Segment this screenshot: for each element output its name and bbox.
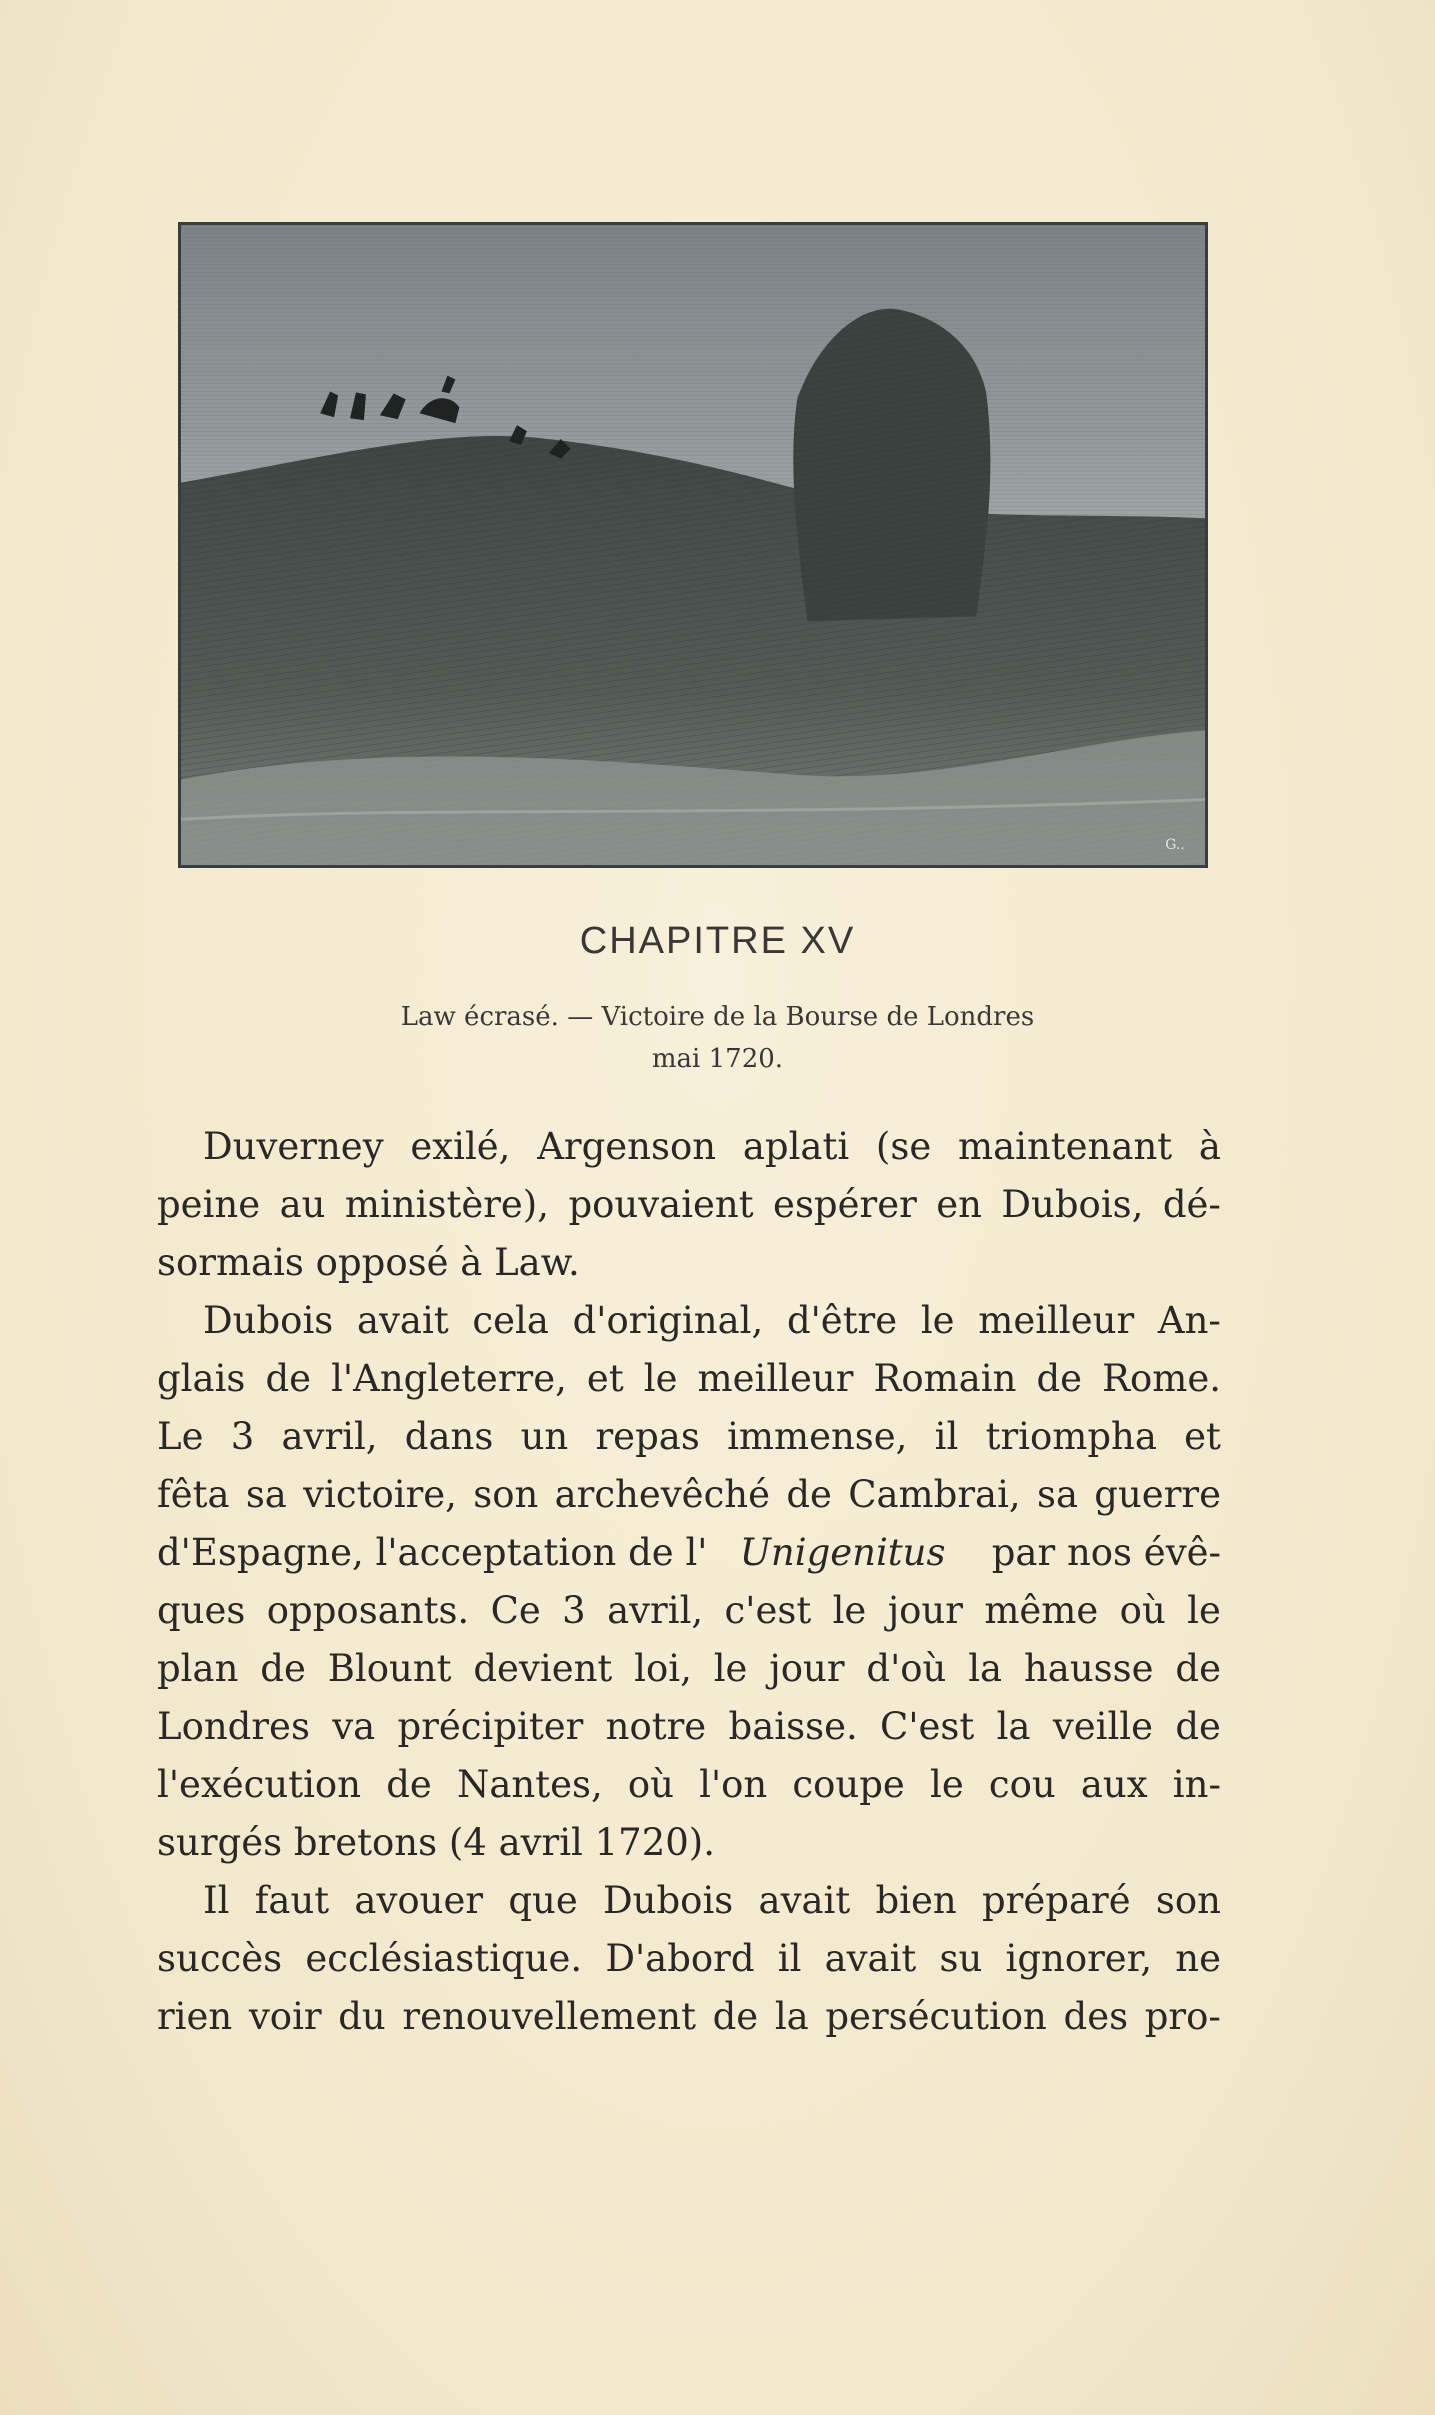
chapter-subtitle: Law écrasé. — Victoire de la Bourse de Londres <box>400 1002 1035 1032</box>
word: avait <box>356 1299 449 1342</box>
paragraph-line <box>157 1988 1221 2046</box>
paragraph-line <box>157 1640 1221 1698</box>
word: opposants. <box>266 1589 470 1632</box>
word: hausse <box>1023 1647 1154 1690</box>
word: la <box>996 1705 1031 1748</box>
word: de <box>712 1995 759 2038</box>
paragraph-line: surgés bretons (4 avril 1720). <box>157 1821 715 1864</box>
word: rien <box>157 1995 233 2038</box>
engraver-signature: G.. <box>1165 837 1185 854</box>
word: de <box>386 1763 432 1806</box>
word: préparé <box>982 1879 1131 1922</box>
paragraph-line <box>157 1176 1221 1234</box>
word: D'abord <box>605 1937 755 1980</box>
word: C'est <box>880 1705 975 1748</box>
word: fêta <box>157 1473 230 1516</box>
word: Blount <box>327 1647 452 1690</box>
word: son <box>473 1473 539 1516</box>
word: aplati <box>742 1125 850 1168</box>
word: la <box>968 1647 1003 1690</box>
italic-title: Unigenitus <box>739 1531 946 1574</box>
word: ministère), <box>344 1183 550 1226</box>
word: meilleur <box>978 1299 1135 1342</box>
word: d'original, <box>572 1299 764 1342</box>
word: de <box>265 1357 312 1400</box>
word: Dubois <box>602 1879 734 1922</box>
word: jour <box>769 1647 845 1690</box>
text-run: d'Espagne, l'acceptation de l' <box>157 1531 708 1574</box>
word: pro- <box>1144 1995 1221 2038</box>
landscape-engraving-icon <box>181 225 1205 865</box>
word: même <box>984 1589 1099 1632</box>
word: Ce <box>490 1589 541 1632</box>
paragraph-line-with-italic <box>157 1524 1221 1582</box>
landscape-engraving <box>178 222 1208 868</box>
word: Cambrai, <box>848 1473 1021 1516</box>
word: avouer <box>354 1879 484 1922</box>
word: pouvaient <box>568 1183 754 1226</box>
word: Dubois <box>203 1299 334 1342</box>
word: notre <box>605 1705 707 1748</box>
paragraph-line <box>157 1698 1221 1756</box>
word: son <box>1155 1879 1221 1922</box>
word: au <box>279 1183 326 1226</box>
paragraph-line <box>157 1872 1221 1930</box>
word: triompha <box>985 1415 1157 1458</box>
word: et <box>586 1357 624 1400</box>
word: glais <box>157 1357 246 1400</box>
word: meilleur <box>697 1357 854 1400</box>
word: avril, <box>607 1589 704 1632</box>
word: (se <box>875 1125 932 1168</box>
word: victoire, <box>303 1473 457 1516</box>
word: il <box>934 1415 959 1458</box>
word: le <box>832 1589 867 1632</box>
word: cou <box>988 1763 1056 1806</box>
word: guerre <box>1094 1473 1221 1516</box>
word: faut <box>254 1879 330 1922</box>
word: le <box>713 1647 748 1690</box>
paragraph-line <box>157 1466 1221 1524</box>
paragraph-line <box>157 1756 1221 1814</box>
word: exilé, <box>410 1125 511 1168</box>
paragraph-line <box>157 1930 1221 1988</box>
word: An- <box>1157 1299 1221 1342</box>
word: Rome. <box>1102 1357 1221 1400</box>
word: renouvellement <box>402 1995 696 2038</box>
word: plan <box>157 1647 239 1690</box>
word: voir <box>248 1995 322 2038</box>
word: 3 <box>562 1589 586 1632</box>
word: avait <box>758 1879 851 1922</box>
word: la <box>774 1995 809 2038</box>
word: des <box>1063 1995 1129 2038</box>
text-run: par nos évê- <box>991 1531 1221 1574</box>
word: du <box>338 1995 386 2038</box>
word: Londres <box>157 1705 310 1748</box>
word: aux <box>1080 1763 1148 1806</box>
word: précipiter <box>397 1705 584 1748</box>
chapter-date: mai 1720. <box>651 1044 784 1074</box>
word: où <box>1119 1589 1166 1632</box>
word: ques <box>157 1589 246 1632</box>
word: à <box>1198 1125 1221 1168</box>
word: maintenant <box>957 1125 1173 1168</box>
word: cela <box>472 1299 549 1342</box>
word: baisse. <box>728 1705 858 1748</box>
word: Argenson <box>537 1125 717 1168</box>
word: et <box>1184 1415 1221 1458</box>
word: coupe <box>792 1763 905 1806</box>
word: que <box>508 1879 578 1922</box>
paragraph-line <box>157 1408 1221 1466</box>
word: 3 <box>230 1415 255 1458</box>
word: il <box>777 1937 802 1980</box>
paragraph-line <box>157 1292 1221 1350</box>
word: le <box>1187 1589 1221 1632</box>
chapter-title: CHAPITRE XV <box>579 920 856 962</box>
word: Duverney <box>203 1125 384 1168</box>
word: le <box>920 1299 955 1342</box>
word: Dubois, <box>1001 1183 1144 1226</box>
word: l'Angleterre, <box>331 1357 567 1400</box>
paragraph-line <box>157 1582 1221 1640</box>
word: sa <box>1036 1473 1078 1516</box>
word: le <box>643 1357 678 1400</box>
word: de <box>786 1473 832 1516</box>
paragraph-line <box>157 1118 1221 1176</box>
word: un <box>520 1415 569 1458</box>
word: en <box>936 1183 982 1226</box>
word: Il <box>203 1879 230 1922</box>
word: veille <box>1052 1705 1154 1748</box>
word: d'où <box>866 1647 947 1690</box>
word: ignorer, <box>1005 1937 1153 1980</box>
word: dans <box>404 1415 494 1458</box>
word: jour <box>887 1589 963 1632</box>
word: où <box>627 1763 674 1806</box>
word: espérer <box>773 1183 917 1226</box>
word: ecclésiastique. <box>305 1937 583 1980</box>
word: l'on <box>699 1763 768 1806</box>
word: va <box>332 1705 376 1748</box>
word: c'est <box>724 1589 812 1632</box>
word: de <box>260 1647 306 1690</box>
word: dé- <box>1162 1183 1221 1226</box>
word: loi, <box>634 1647 692 1690</box>
word: avait <box>824 1937 917 1980</box>
word: d'être <box>786 1299 898 1342</box>
paragraph-line: sormais opposé à Law. <box>157 1241 580 1284</box>
paragraph-line <box>157 1350 1221 1408</box>
word: l'exécution <box>157 1763 362 1806</box>
word: in- <box>1172 1763 1221 1806</box>
word: le <box>930 1763 964 1806</box>
word: Nantes, <box>456 1763 603 1806</box>
word: succès <box>157 1937 283 1980</box>
word: de <box>1175 1705 1221 1748</box>
word: archevêché <box>554 1473 771 1516</box>
word: devient <box>473 1647 613 1690</box>
word: repas <box>595 1415 700 1458</box>
word: persécution <box>825 1995 1047 2038</box>
word: peine <box>157 1183 261 1226</box>
word: Romain <box>873 1357 1017 1400</box>
word: ne <box>1175 1937 1221 1980</box>
word: de <box>1036 1357 1083 1400</box>
word: immense, <box>727 1415 908 1458</box>
word: de <box>1175 1647 1221 1690</box>
word: sa <box>245 1473 287 1516</box>
word: bien <box>875 1879 957 1922</box>
word: Le <box>157 1415 204 1458</box>
word: su <box>939 1937 983 1980</box>
chapter-body <box>157 1118 1221 2046</box>
word: avril, <box>281 1415 378 1458</box>
